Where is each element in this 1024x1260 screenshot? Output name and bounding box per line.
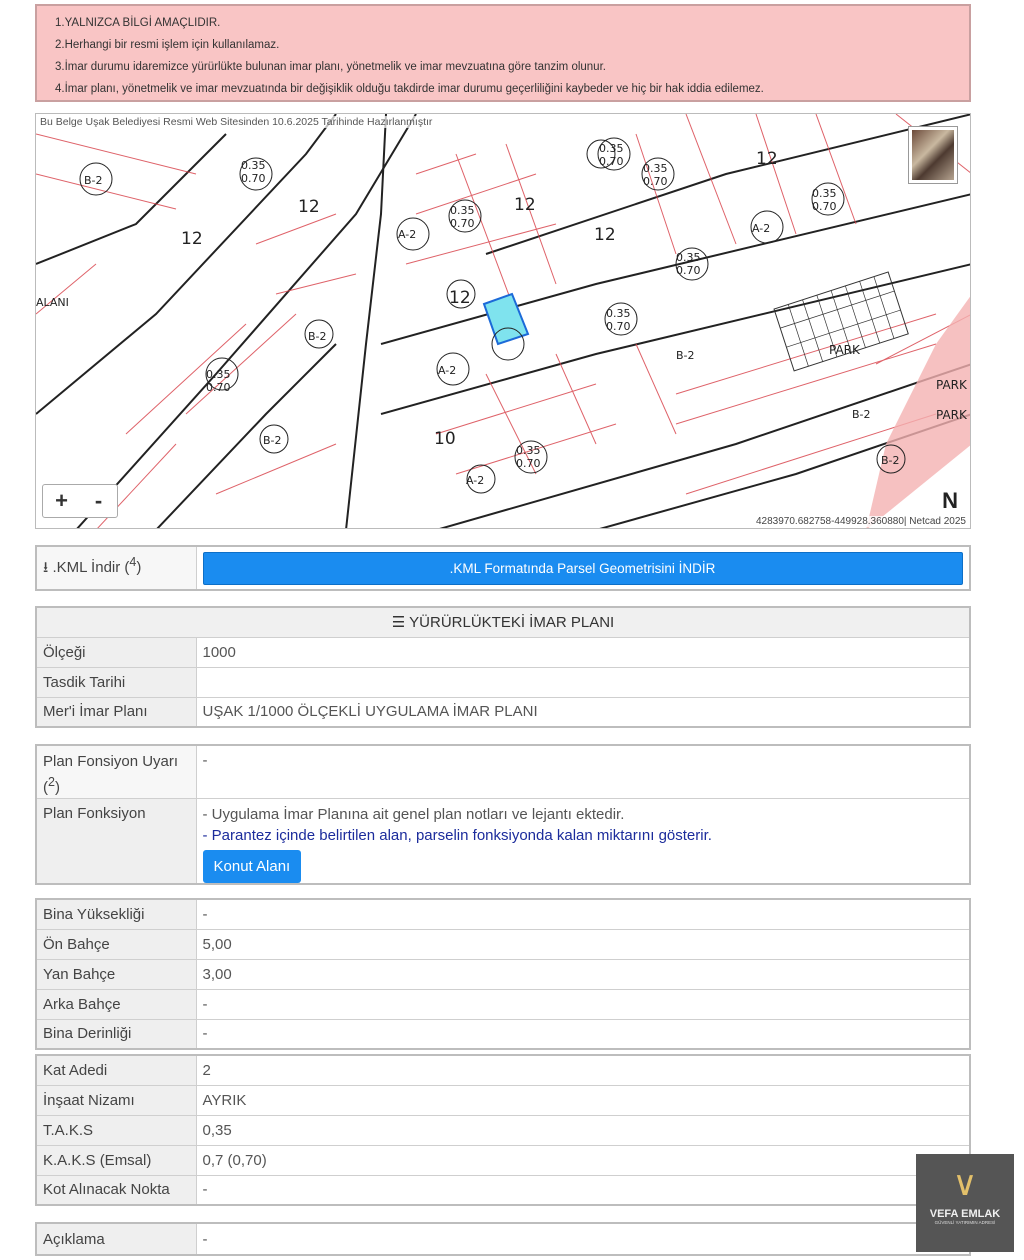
row-label: Ön Bahçe (36, 929, 196, 959)
function-table (35, 744, 971, 885)
function-label: Plan Fonksiyon (36, 799, 196, 885)
row-value: - (196, 1019, 970, 1049)
svg-text:B-2: B-2 (308, 330, 327, 343)
row-label: Kat Adedi (36, 1055, 196, 1085)
zoom-out-button[interactable]: - (94, 488, 103, 513)
warning-footnote: 2 (48, 775, 55, 789)
svg-text:0.35: 0.35 (241, 159, 266, 172)
svg-text:B-2: B-2 (881, 454, 900, 467)
row-value: - (196, 989, 970, 1019)
svg-text:A-2: A-2 (398, 228, 417, 241)
row-value: 0,35 (196, 1115, 970, 1145)
svg-text:12: 12 (449, 288, 471, 308)
svg-text:0.70: 0.70 (606, 320, 631, 333)
svg-text:12: 12 (756, 149, 778, 169)
row-value: 5,00 (196, 929, 970, 959)
selected-parcel (484, 294, 528, 344)
row-label: Yan Bahçe (36, 959, 196, 989)
svg-text:0.70: 0.70 (206, 381, 231, 394)
layer-switcher[interactable] (908, 126, 958, 184)
svg-text:B-2: B-2 (263, 434, 282, 447)
warning-label-cell: Plan Fonsiyon Uyarı ($^2$) (36, 745, 196, 799)
kml-label: .KML İndir (52, 558, 121, 576)
map-note: Bu Belge Uşak Belediyesi Resmi Web Sitesinden 10.6.2025 Tarihinde Hazırlanmıştır (40, 116, 433, 128)
svg-text:PARK: PARK (829, 343, 860, 357)
kml-footnote: 4 (129, 554, 137, 569)
svg-text:0.70: 0.70 (643, 175, 668, 188)
aciklama-table (35, 1222, 971, 1256)
notice-line: 3.İmar durumu idaremizce yürürlükte bulunan imar planı, yönetmelik ve imar mevzuatına göre tanzim olunur. (55, 61, 606, 73)
function-value-cell (196, 799, 970, 885)
zoom-in-button[interactable]: + (55, 488, 68, 513)
warning-label: Plan Fonsiyon Uyarı (43, 753, 179, 770)
building-table (35, 898, 971, 1050)
function-note-highlight: - Parantez içinde belirtilen alan, parselin fonksiyonda kalan miktarını gösterir. (202, 827, 712, 844)
row-value: 1000 (196, 637, 970, 667)
row-value: 0,7 (0,70) (196, 1145, 970, 1175)
notice-line: 4.İmar planı, yönetmelik ve imar mevzuatında bir değişiklik olduğu takdirde imar durumu geçerliliğini kaybeder ve hiç bir hak iddia edilemez. (55, 83, 764, 95)
plan-table (35, 606, 971, 728)
row-value: 3,00 (196, 959, 970, 989)
row-value: - (196, 899, 970, 929)
row-label: Açıklama (36, 1223, 196, 1255)
svg-text:B-2: B-2 (676, 349, 695, 362)
row-label: Bina Yüksekliği (36, 899, 196, 929)
kml-label-cell: ⭳ .KML İndir ($^4$) (36, 546, 196, 590)
svg-text:0.35: 0.35 (516, 444, 541, 457)
map-canvas[interactable] (36, 114, 971, 529)
kml-button-cell (196, 546, 970, 590)
vefa-emlak-logo (916, 1154, 1014, 1252)
svg-text:0.70: 0.70 (516, 457, 541, 470)
svg-text:0.70: 0.70 (241, 172, 266, 185)
row-value: - (196, 1175, 970, 1205)
row-value: AYRIK (196, 1085, 970, 1115)
row-label: T.A.K.S (36, 1115, 196, 1145)
logo-name: VEFA EMLAK (929, 1208, 1001, 1220)
row-value: 2 (196, 1055, 970, 1085)
svg-text:0.70: 0.70 (676, 264, 701, 277)
plan-header-title: YÜRÜRLÜKTEKİ İMAR PLANI (409, 614, 615, 632)
kml-download-button[interactable]: .KML Formatında Parsel Geometrisini İNDİR (203, 552, 963, 585)
row-value (196, 667, 970, 697)
logo-tagline: GÜVENLİ YATIRIMIN ADRESİ (934, 1220, 996, 1225)
zoom-control[interactable] (42, 484, 118, 518)
svg-text:0.35: 0.35 (643, 162, 668, 175)
logo-mark-icon: ∨ (952, 1164, 978, 1204)
notice-line: 1.YALNIZCA BİLGİ AMAÇLIDIR. (55, 17, 221, 29)
svg-text:12: 12 (514, 195, 536, 215)
svg-text:B-2: B-2 (84, 174, 103, 187)
kml-table (35, 545, 971, 591)
map-coordinates: 4283970.682758-449928.360880| Netcad 2025 (755, 516, 966, 527)
row-label: Kot Alınacak Nokta (36, 1175, 196, 1205)
svg-text:PARK: PARK (936, 378, 967, 392)
svg-text:12: 12 (181, 229, 203, 249)
konut-alani-button[interactable]: Konut Alanı (203, 850, 302, 883)
svg-text:A-2: A-2 (438, 364, 457, 377)
svg-text:0.35: 0.35 (206, 368, 231, 381)
row-value: - (196, 1223, 970, 1255)
svg-text:B-2: B-2 (852, 408, 871, 421)
svg-text:A-2: A-2 (466, 474, 485, 487)
warning-value: - (196, 745, 970, 799)
row-label: Tasdik Tarihi (36, 667, 196, 697)
zoning-map[interactable] (35, 113, 971, 529)
svg-text:0.35: 0.35 (606, 307, 631, 320)
function-note: - Uygulama İmar Planına ait genel plan notları ve lejantı ektedir. (202, 806, 625, 823)
svg-text:0.70: 0.70 (812, 200, 837, 213)
notice-line: 2.Herhangi bir resmi işlem için kullanılamaz. (55, 39, 280, 51)
document-icon: ☰ (391, 614, 406, 632)
download-icon: ⭳ (43, 558, 49, 576)
row-label: Bina Derinliği (36, 1019, 196, 1049)
svg-text:PARK: PARK (936, 408, 967, 422)
svg-text:0.35: 0.35 (812, 187, 837, 200)
svg-text:0.70: 0.70 (450, 217, 475, 230)
svg-text:0.35: 0.35 (676, 251, 701, 264)
north-arrow-icon: N (942, 488, 958, 513)
row-label: İnşaat Nizamı (36, 1085, 196, 1115)
row-label: Arka Bahçe (36, 989, 196, 1019)
svg-text:ALANI: ALANI (36, 296, 69, 309)
svg-text:0.70: 0.70 (599, 155, 624, 168)
svg-text:0.35: 0.35 (450, 204, 475, 217)
svg-text:A-2: A-2 (752, 222, 771, 235)
row-label: Ölçeği (36, 637, 196, 667)
floor-table (35, 1054, 971, 1206)
row-label: K.A.K.S (Emsal) (36, 1145, 196, 1175)
svg-text:10: 10 (434, 429, 456, 449)
plan-header (36, 607, 970, 637)
row-label: Mer'i İmar Planı (36, 697, 196, 727)
row-value: UŞAK 1/1000 ÖLÇEKLİ UYGULAMA İMAR PLANI (196, 697, 970, 727)
disclaimer-notice (35, 4, 971, 102)
svg-text:12: 12 (594, 225, 616, 245)
svg-text:12: 12 (298, 197, 320, 217)
svg-text:0.35: 0.35 (599, 142, 624, 155)
